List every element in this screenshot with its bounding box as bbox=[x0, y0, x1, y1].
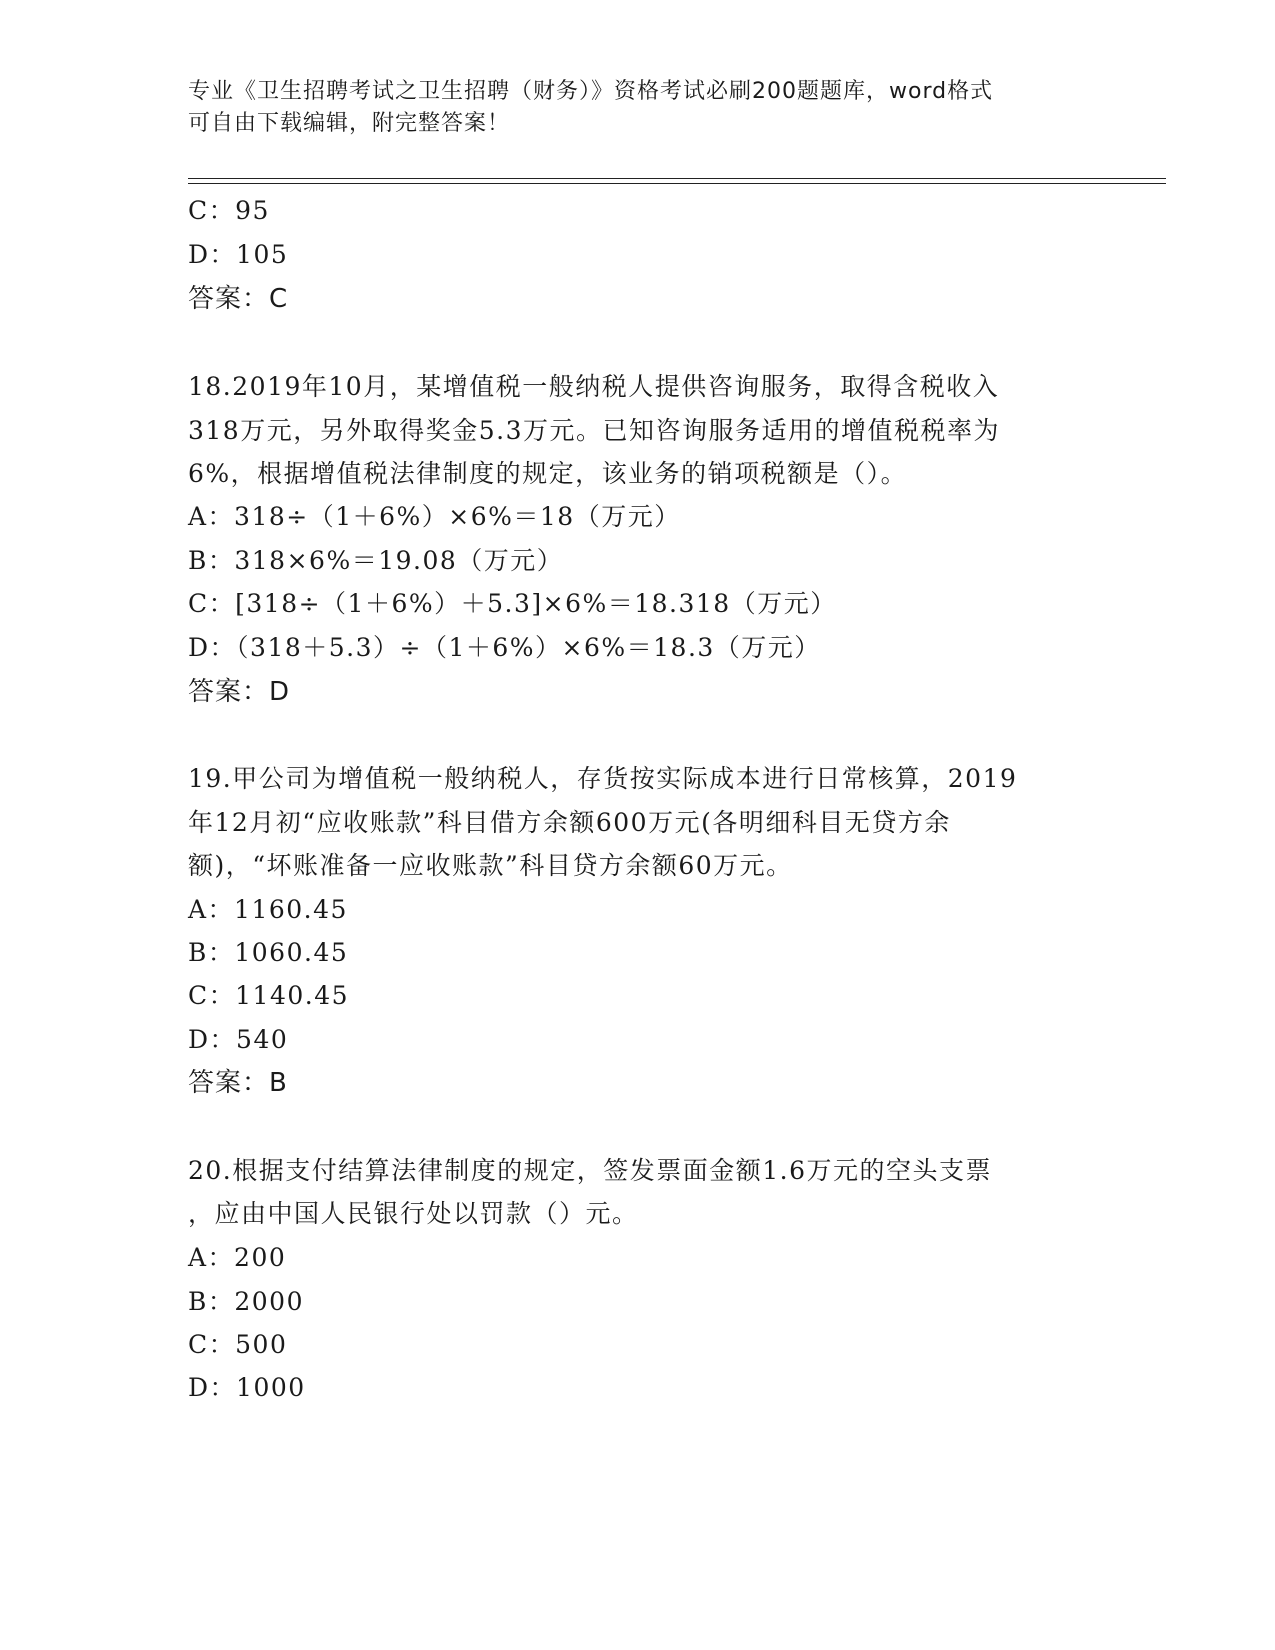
q18-option-a: A：318÷（1＋6%）×6%＝18（万元） bbox=[188, 502, 681, 531]
q19-option-d: D：540 bbox=[188, 1025, 289, 1054]
q19-stem-line-1: 19.甲公司为增值税一般纳税人，存货按实际成本进行日常核算，2019 bbox=[188, 764, 1018, 793]
q19-option-c: C：1140.45 bbox=[188, 981, 350, 1010]
q18-option-c: C：[318÷（1＋6%）＋5.3]×6%＝18.318（万元） bbox=[188, 589, 837, 618]
q20-option-a: A：200 bbox=[188, 1243, 287, 1272]
header-line-1: 专业《卫生招聘考试之卫生招聘（财务）》资格考试必刷200题题库，word格式 bbox=[188, 79, 994, 104]
q18-stem-line-1: 18.2019年10月，某增值税一般纳税人提供咨询服务，取得含税收入 bbox=[188, 372, 1000, 401]
q19-answer: 答案：B bbox=[188, 1068, 288, 1098]
q18-stem-line-2: 318万元，另外取得奖金5.3万元。已知咨询服务适用的增值税税率为 bbox=[188, 416, 1000, 445]
q18-option-d: D：（318＋5.3）÷（1＋6%）×6%＝18.3（万元） bbox=[188, 633, 821, 662]
q19-option-a: A：1160.45 bbox=[188, 895, 348, 924]
q17-option-c: C：95 bbox=[188, 196, 270, 225]
q17-answer: 答案：C bbox=[188, 284, 289, 314]
q18-stem-line-3: 6%，根据增值税法律制度的规定，该业务的销项税额是（）。 bbox=[188, 459, 908, 488]
q19-stem-line-3: 额)，“坏账准备一应收账款”科目贷方余额60万元。 bbox=[188, 851, 793, 880]
q19-stem-line-2: 年12月初“应收账款”科目借方余额600万元(各明细科目无贷方余 bbox=[188, 808, 951, 837]
header-divider-bottom bbox=[188, 183, 1166, 184]
q18-option-b: B：318×6%＝19.08（万元） bbox=[188, 546, 564, 575]
q19-option-b: B：1060.45 bbox=[188, 938, 349, 967]
header-divider-top bbox=[188, 178, 1166, 179]
header-line-2: 可自由下载编辑，附完整答案！ bbox=[188, 111, 511, 136]
q17-option-d: D：105 bbox=[188, 240, 289, 269]
document-header bbox=[188, 76, 1088, 140]
q18-answer: 答案：D bbox=[188, 677, 291, 707]
q20-stem-line-1: 20.根据支付结算法律制度的规定，签发票面金额1.6万元的空头支票 bbox=[188, 1156, 993, 1185]
q20-option-b: B：2000 bbox=[188, 1287, 304, 1316]
q20-option-c: C：500 bbox=[188, 1330, 288, 1359]
q20-stem-line-2: ，应由中国人民银行处以罚款（）元。 bbox=[188, 1199, 639, 1228]
q20-option-d: D：1000 bbox=[188, 1373, 306, 1402]
